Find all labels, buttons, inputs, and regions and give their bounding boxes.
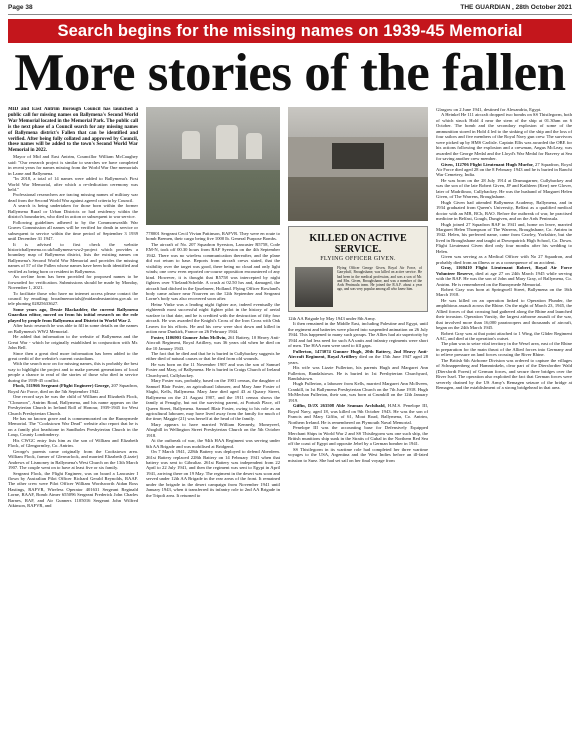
paragraph: A Heinkel He 111 aircraft dropped two bombs on SS Thistlegorm, both of which struck Hold 4 near the stern of the ship at 01.30am on 6 October. The bomb and the secondary explosion of some of the ammunition stored in Hold 4 led to the sinking of the ship and the loss of four sailors and five members of the Royal Navy gun crew. The survivors were picked up by HMS Carlisle. Captain Ellis was awarded the OBE for his actions following the explosion and a crewman, Angus McLeay, was awarded the George Medal and the Lloyd's War Medal for Bravery at Sea for saving another crew member. [436,112,572,162]
entry-paragraph [436,162,572,178]
article-lead: MID and East Antrim Borough Council has launched a public call for missing names on Ballymena's Second World War Memorial located in the Memorial Park. The public call is the next phase of a Council search for any missing names of Ballymena district's Fallen that can be identified and verified. After being fully collated and approved by Council, these names will be added to the town's Second World War Memorial in 2022. [8,107,138,154]
entry-name: Fullerton, 1473074 Gunner Hugh, 20th Battery, 2nd Heavy Anti-Aircraft Regiment, Royal Artillery [288,348,428,360]
paragraph: The aircraft of No. 207 Squadron Syerston, Lancaster R5758, Code EM-N, took off 00.30 hours from RAF Syerston on the 4th September 1942. There was no wireless communication thereafter, and the plane did not return to base. Reports from aircraft crews stated, that the visibility over the target was good, there being no cloud and only light winds; one crew even reported on-course opposition encountered of any kind. However, it is thought that R5758 was intercepted by night fighters over Vlieland/Schelde. A crash at 02.50 hrs and, damaged, the aircraft had ditched in the Ijsselmeer, Holland. Flying Officer Rowland's body came ashore near Noarven on the 12th September and Sergeant Lorne's body was also recovered soon after. [146,241,280,302]
entry-paragraph [8,383,138,394]
paragraph: Given was serving as a Medical Officer with No 27 Squadron, and probably died from an illness or as a consequence of an accident. [436,254,572,265]
photo-memorial-plaque [288,107,428,221]
paragraph: His wife was Lizzie Fullerton, his parents Hugh and Margaret Ann Fullerton, Randalstown. He is buried in 1st Presbyterian Churchyard, Randalstown. [288,365,428,381]
headline: More stories of the fallen [14,44,566,102]
paragraph: 12th AA Brigade by May 1943 under 8th Army. [288,316,376,321]
paragraph: After basic research he was able to fill in some details on the names on Ballymena's WW2 Memorial. [8,323,138,334]
paragraph: The plan was to seize vital territory in the Wesel area, east of the Rhine in preparation for the main thrust of the Allied forces into Germany and to relieve pressure on land forces crossing the River Rhine. [436,341,572,358]
entry-name: Giffin, D/JX 263508 Able Seaman Archibald, [293,403,386,409]
paragraph: Heinz Vinke was a leading night fighter ace, indeed eventually the eighteenth most successful night fighter pilot in the history of aerial warfare to that date, and he is credited with the destruction of fifty four aircraft. He was awarded the Knight's Cross of the Iron Cross with Oak Leaves for his efforts. He and his crew were shot down and killed in action near Dunkirk, France on 26 February 1944. [146,301,280,335]
paragraph: SS Thistlegorm in its wartime role had completed her three wartime voyages to the USA, Argentina and the West Indies before an ill-fated mission to Suez. She had set sail on her final voyage from [288,446,428,463]
photo-graveyard [146,107,280,225]
paragraph: An on-line form has been provided for proposed names to be forwarded for verification. Submissions should be made by Monday, November 1, 2021. [8,274,138,291]
flowerbed [288,177,428,221]
paragraph: It then remained in the Middle East, including Palestine and Egypt, until the regiment and batteries were placed into suspended animation on 26 July 1944. This happened to many such groups. The Allies had air superiority by 1944 and fad less need for such AA units and infantry regiments were short of men. The HAA men were used to fill gaps. [288,321,428,349]
paragraph: The fact that he died and that he is buried in Cullybackey suggests he either died of natural causes or that he died from old wounds. [146,350,280,362]
entry-text: died at age 27 on 24th March 1945 while serving with the RAF. He was the son of John and Mary Gray, of Ballymena, Co. Antrim. He is remembered on the Runnymede Memorial. [436,270,572,287]
paragraph: One record says he was the child of William and Elizabeth Flock, "Clonavon", Antrim Road, Ballymena, and his name appears on the Presbyterian Church in Ireland Roll of Honour, 1939-1945 for West Church Presbyterian Church. [8,394,138,416]
entry-name: Given, 112706 Flight Lieutenant Hugh Murfor, [441,161,534,167]
grass [146,170,280,225]
paragraph: To facilitate those who have no internet access please contact the council by emailing: broadmemorials@midandeastantrim.gov.uk or tele phoning 02825633627. [8,290,138,307]
entry-paragraph [288,403,428,425]
section-banner: Search begins for the missing names on 1939-45 Memorial [8,19,572,43]
entry-name: Gray, 1160410 Flight Lieutenant Robert, Royal Air Force Volunteer Reserve, [436,265,572,276]
clipping-text: Flying Officer George Given, Royal Air Force, of Garryduff, Broughshane, was killed on active service. He had been in the medical profession, and was a son of Mr. and Mrs. Given, Broughshane, and was a member of the Ards Peninsula team. He joined the R.A.F. about a year ago, and was very popular among all who knew him. [337,266,422,292]
paragraph: It is advised to first check the website historicballymena.co.uk/ballymena-ww2-project which provides a boundary map of Ballymena district, lists the existing names on Ballymena's Second World War Memorial and provides the missing names of 57 of the Fallen whose names have been both identified and verified as being born or resident in Ballymena. [8,241,138,274]
paragraph: Hugh joined 27 Squadron RAF in 1941 and, home on leave, married Margaret Helen Thompson of The Warrens, Broughshane, Co. Antrim in 1942. Helen, his preferred name, came from Cawley, Yorkshire, but she lived in Broughshane and taught at Downpatrick High School, Co. Down. Flight Lieutenant Given died only four months after his wedding to Helen. [436,221,572,254]
clipping-title: KILLED ON ACTIVE SERVICE. [309,233,407,255]
paragraph: Robert Gray was born at Springwell Street, Ballymena on the 16th March 1918. [436,286,572,298]
article-column-3 [288,316,428,732]
folio-rule [8,14,572,15]
paragraph: Robert Gray was at that point attached to 1 Wing, the Glider Regiment AAC, and died at the operation's outset. [436,330,572,342]
paragraph: George's parents came originally from the Cookstown area. William Flock, farmer of Glenvarlock, and married Elizabeth (Lizzie) Andrews of Lismoney in Ballymena's West Church on the 13th March 1907. The couple went on to have at least five or six family. [8,448,138,471]
headstone [246,133,262,159]
paragraph: Hugh Given had attended Ballymena Academy, Ballymena, and in 1934 graduated from Queen's University, Belfast as a qualified medical doctor with an MB, BCh, BAO. Before the outbreak of war, he practised medicine in Belfast, Gough, Dungiven, and on the Ards Peninsula. [436,199,572,222]
paragraph: Following guidelines adhered to by the Commonwealth War Graves Commission all names will be verified for death in service or subsequent to service within the time period of September 3 1939 until December 31 1947. [8,219,138,242]
paragraph: Professional researchers are tracing missing names of military war dead from the Second World War against agreed criteria by Council. [8,192,138,203]
article-column-2 [146,231,280,732]
clipping-subtitle: FLYING OFFICER GIVEN. [320,256,396,262]
portrait-photo [295,267,333,307]
paragraph: At the outbreak of war, the 94th HAA Regiment was serving under 6th AA Brigade and was mobilised at Bridgend. [146,438,280,449]
paragraph: Hugh Fullerton, a labourer from Kells, married Margaret Ann McIlveen, Crankill, in 1st Ballymena Presbyterian Church on the 7th June 1918. Hugh McMechan Fullerton, their son, was born at Crumkill on the 12th January 1919. [288,381,428,403]
entry-text: 207 Squadron, Royal Air Force, died on the 5th September 1942. [8,383,138,394]
entry-paragraph [436,265,572,287]
paragraph: He was born on the 28 July 1914 at Drumagarner, Cullybackey and was the son of the late Robert Given, JP and Kathleen (Kerr) nee Glover, later of Madrilinoo, Cullybackey. He was the husband of Margaret Helen Given, of The Warrens, Broughshane. [436,177,572,200]
article-column-1 [8,107,138,732]
paragraph: The British 6th Airborne Division was ordered to capture the villages of Schnappenberg and Hamminkeln, clear part of the Diersfordter Wald (Diersfordt Forest) of German forces, and secure three bridges over the River Issel. The operation also exploited the fact that German forces were severely drained by the US Army's Remagen seizure of the bridge at Remagen, and the establishment of a strong bridgehead in that area. [436,357,572,391]
page-number: Page 38 [8,4,33,11]
paragraph: "In 2018, a total of 14 names were added to Ballymena's First World War Memorial, after which a re-dedication ceremony was held." [8,176,138,192]
paragraph: He has no known grave and is commemorated on the Runnymede Memorial. The "Cookstown War Dead" website also report that he is on a family plot headstone in Sandholes Presbyterian Church in the Loup, County Londonderry. [8,416,138,438]
entry-name: Foster, 1106901 Gunner John McIlvin, [151,334,227,340]
paragraph: Sergeant Flock, the Flight Engineer, was on board a Lancaster I flown by Australian Pilot Officer Richard Gerald Reynolds, RAAF. The other crew were Pilot Officer William Wordsworth Aidan Ross Hastings, RAFVR, Wireless Operator 401631 Sergeant Reginald Lorne, RAAF, Bomb Aimer 655096 Sergeant Frederick John Charles Barnes, RAF, and Air Gunners 1105016 Sergeant John Wilfred Atkinson, RAFVR, and [8,470,138,509]
plaque [332,143,384,169]
paragraph: Mary Foster was, probably, based on the 1901 census, the daughter of Samuel Blair Foster, an agricultural labourer, and Mary Jane Foster of Slaght, Kells, Ballymena. Mary Jane died aged 43 at Quarry Street, Ballymena on the 21 August 1907, and the 1911 census shows the family at Fenaghy, but not the surviving parent, at Portush Place, off Queen Street, Ballymena. Samuel Blair Foster, owing to his role as an agricultural labourer, may have lived away from the family for much of the time; Maggie (21) was herself at the head of the family. [146,378,280,422]
paper-date: THE GUARDIAN , 28th October 2021 [460,4,572,11]
entry-paragraph [146,335,280,351]
entry-text: died on the 15th June 1947 aged 28 years. [288,354,428,365]
headstone [216,125,238,159]
paragraph: With the search now on for missing names, this is probably the best way to highlight the project and to make present generations of local people a chance to read of the stories of those who died in service during the 1939-45 conflict. [8,361,138,383]
entry-text: 27 Squadron, Royal Air Force died aged 28 on the 8 February 1943 and he is buried in Ranchi War Cemetery, India. [436,161,572,178]
paragraph: 778001 Sergeant Cecil Vivian Pattinson, RAFVR. They were en route to bomb Bremen, their cargo being five 1000 lb. General Purpose Bombs. [146,231,280,242]
entry-paragraph [288,349,428,365]
paragraph: Since then a great deal more information has been added to the great credit of the website's current custodians. [8,350,138,362]
newspaper-clipping [288,226,428,312]
paragraph: A search is being undertaken for those born within the former Ballymena Rural or Urban Districts or had residency within the district's boundaries, who died in action or subsequent to war service. [8,203,138,220]
entry-text: H.M.S. Penelope III, Royal Navy, aged 18, was killed on 9th October 1943. He was the son of Francis and Mary Giffin, of 61, Moat Road, Ballymena, Co. Antrim, Northern Ireland. He is remembered on Plymouth Naval Memorial. [288,403,428,425]
paragraph: He was killed on an operation linked to Operation Plunder, the amphibious assault across the Rhine. On the night of March 23, 1945, the Allied forces of that crossing had gathered along the Rhine and launched their invasion. Operation Varsity, the largest airborne assault of the war, that involved more than 16,000 paratroopers and thousands of aircraft, began on the 24th March 1945. [436,297,572,331]
paragraph: On 7 March 1941, 228th Battery was deployed to defend Aberdeen. 261st Battery replaced 228th Battery on 14 February 1941 when that battery was sent to Gibraltar. 261st Battery was independent from 22 April to 22 July 1941, and then the regiment was sent to Egypt in April 1941, arriving there on 19 May. The regiment in the desert was soon and served under 12th AA Brigade in the rear areas of the front. It remained under the brigade in the desert campaign from November 1941 until January 1943, when it transferred its infantry role to 2nd AA Brigade in the Tripoli area. It returned to [146,449,280,498]
page-folio [8,4,572,14]
paragraph: Mary appears to have married William Kennedy, Moneyreel, Ahoghill in Wellington Street Presbyterian Church on the 5th October 1918. [146,421,280,438]
entry-text: 261 Battery, 10 Heavy Anti-Aircraft Regiment, Royal Artillery, was 36 years old when he died on the 10 January 1943. [146,334,280,351]
headstone [182,131,200,159]
paragraph: His CWGC entry lists him as the son of William and Elizabeth Flock, of Glengormley, Co. Antrim. [8,437,138,449]
entry-name: Flock, 511966 Sergeant (Flight Engineer) George, [13,383,110,389]
paragraph: Penelope III was the accounting base for Defensively Equipped Merchant Ships in World War 2 and SS Thistlegorm was one such ship, the British munitions ship sunk in the Straits of Gubal in the Northern Red Sea off the coast of Egypt and opposite Jebel by a German bomber in 1941. [288,425,428,447]
paragraph: Mayor of Mid and East Antrim, Councillor William McCaughey said: "Our research project is similar to searches we have completed in recent years for names missing from the World War One memorials in Larne and Ballymena. [8,154,138,176]
article-column-4 [436,107,572,732]
paragraph-bold: Some years ago, Dessie Blackadder, the current Ballymena Guardian editor, moved on from his initial research on the role played by people from Ballymena and District in World War 2. [8,306,138,323]
paragraph: Glasgow on 2 June 1941, destined for Alexandria, Egypt. [436,107,542,112]
paragraph: He added that information to the website of Ballymena and the Great War - which he originally established in conjunction with Mr. John Bell. [8,334,138,351]
paragraph: He was born on the 11 November 1907 and was the son of Samuel Foster and Mary, of Ballymena. He is buried in Craigs Church of Ireland Churchyard, Cullybackey. [146,361,280,378]
